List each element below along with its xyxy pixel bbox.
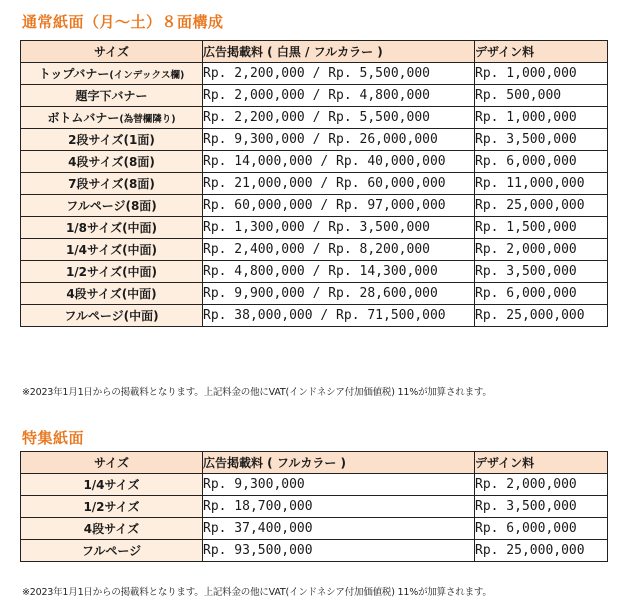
- table-row: [21, 305, 608, 327]
- size-label: 1/4サイズ: [83, 478, 140, 492]
- size-cell: [21, 305, 203, 327]
- ad-fee-cell: Rp. 93,500,000: [203, 540, 475, 562]
- header-ad-fee: 広告掲載料 ( 白黒 / フルカラー ): [203, 41, 475, 63]
- size-label: 題字下バナー: [75, 89, 148, 103]
- ad-fee-cell: Rp. 9,300,000 / Rp. 26,000,000: [203, 129, 475, 151]
- design-fee-cell: Rp. 25,000,000: [475, 540, 608, 562]
- table-row: [21, 85, 608, 107]
- table-row: [21, 151, 608, 173]
- size-label: トップバナー: [38, 67, 110, 81]
- size-label: 1/8サイズ(中面): [65, 221, 158, 235]
- header-design-fee: デザイン料: [475, 41, 608, 63]
- table-row: [21, 540, 608, 562]
- table-header-row: [21, 452, 608, 474]
- table-row: [21, 195, 608, 217]
- design-fee-cell: Rp. 11,000,000: [475, 173, 608, 195]
- size-cell: [21, 283, 203, 305]
- design-fee-cell: Rp. 25,000,000: [475, 305, 608, 327]
- size-label: フルページ(中面): [64, 309, 159, 323]
- size-label: 1/2サイズ: [83, 500, 140, 514]
- design-fee-cell: Rp. 500,000: [475, 85, 608, 107]
- ad-fee-cell: Rp. 18,700,000: [203, 496, 475, 518]
- size-label: 1/2サイズ(中面): [65, 265, 158, 279]
- design-fee-cell: Rp. 1,000,000: [475, 107, 608, 129]
- special-table-body: [21, 474, 608, 562]
- size-label: 4段サイズ(中面): [66, 287, 157, 301]
- special-rate-table: [20, 451, 608, 562]
- regular-table-body: [21, 63, 608, 327]
- ad-fee-cell: Rp. 37,400,000: [203, 518, 475, 540]
- table-row: [21, 63, 608, 85]
- size-cell: [21, 540, 203, 562]
- table-row: [21, 496, 608, 518]
- header-ad-fee: 広告掲載料 ( フルカラー ): [203, 452, 475, 474]
- size-label-note: (為替欄隣り): [119, 114, 176, 125]
- size-label: フルページ: [81, 544, 142, 558]
- design-fee-cell: Rp. 2,000,000: [475, 474, 608, 496]
- ad-fee-cell: Rp. 4,800,000 / Rp. 14,300,000: [203, 261, 475, 283]
- special-section-title: 特集紙面: [22, 429, 85, 447]
- size-cell: [21, 173, 203, 195]
- table-row: [21, 173, 608, 195]
- size-cell: [21, 151, 203, 173]
- header-design-fee: デザイン料: [475, 452, 608, 474]
- design-fee-cell: Rp. 1,500,000: [475, 217, 608, 239]
- size-cell: [21, 129, 203, 151]
- regular-section-title: 通常紙面（月〜土）８面構成: [22, 13, 224, 31]
- size-cell: [21, 195, 203, 217]
- size-cell: [21, 85, 203, 107]
- ad-fee-cell: Rp. 14,000,000 / Rp. 40,000,000: [203, 151, 475, 173]
- ad-fee-cell: Rp. 2,400,000 / Rp. 8,200,000: [203, 239, 475, 261]
- ad-fee-cell: Rp. 1,300,000 / Rp. 3,500,000: [203, 217, 475, 239]
- ad-fee-cell: Rp. 2,200,000 / Rp. 5,500,000: [203, 107, 475, 129]
- ad-fee-cell: Rp. 38,000,000 / Rp. 71,500,000: [203, 305, 475, 327]
- ad-fee-cell: Rp. 2,000,000 / Rp. 4,800,000: [203, 85, 475, 107]
- size-cell: [21, 107, 203, 129]
- regular-rate-table: [20, 40, 608, 327]
- size-cell: [21, 217, 203, 239]
- size-cell: [21, 63, 203, 85]
- size-label: ボトムバナー: [47, 111, 120, 125]
- ad-fee-cell: Rp. 60,000,000 / Rp. 97,000,000: [203, 195, 475, 217]
- size-label-note: (インデックス欄): [109, 70, 185, 81]
- table-row: [21, 217, 608, 239]
- size-label: 4段サイズ(8面): [68, 155, 155, 169]
- design-fee-cell: Rp. 3,500,000: [475, 129, 608, 151]
- table-header-row: [21, 41, 608, 63]
- design-fee-cell: Rp. 2,000,000: [475, 239, 608, 261]
- table-row: [21, 129, 608, 151]
- ad-fee-cell: Rp. 21,000,000 / Rp. 60,000,000: [203, 173, 475, 195]
- size-cell: [21, 261, 203, 283]
- table-row: [21, 107, 608, 129]
- size-cell: [21, 239, 203, 261]
- design-fee-cell: Rp. 6,000,000: [475, 151, 608, 173]
- design-fee-cell: Rp. 25,000,000: [475, 195, 608, 217]
- header-size: サイズ: [21, 41, 203, 63]
- size-cell: [21, 474, 203, 496]
- size-cell: [21, 518, 203, 540]
- table-row: [21, 239, 608, 261]
- design-fee-cell: Rp. 6,000,000: [475, 518, 608, 540]
- design-fee-cell: Rp. 3,500,000: [475, 261, 608, 283]
- ad-fee-cell: Rp. 2,200,000 / Rp. 5,500,000: [203, 63, 475, 85]
- design-fee-cell: Rp. 1,000,000: [475, 63, 608, 85]
- size-cell: [21, 496, 203, 518]
- table-row: [21, 261, 608, 283]
- table-row: [21, 518, 608, 540]
- regular-note: ※2023年1月1日からの掲載料となります。上記料金の他にVAT(インドネシア付加価値税) 11%が加算されます。: [22, 387, 492, 398]
- ad-fee-cell: Rp. 9,900,000 / Rp. 28,600,000: [203, 283, 475, 305]
- size-label: 2段サイズ(1面): [68, 133, 155, 147]
- table-row: [21, 474, 608, 496]
- size-label: 4段サイズ: [83, 522, 140, 536]
- ad-fee-cell: Rp. 9,300,000: [203, 474, 475, 496]
- header-size: サイズ: [21, 452, 203, 474]
- design-fee-cell: Rp. 6,000,000: [475, 283, 608, 305]
- design-fee-cell: Rp. 3,500,000: [475, 496, 608, 518]
- table-row: [21, 283, 608, 305]
- size-label: フルページ(8面): [66, 199, 157, 213]
- special-note: ※2023年1月1日からの掲載料となります。上記料金の他にVAT(インドネシア付加価値税) 11%が加算されます。: [22, 587, 492, 598]
- size-label: 7段サイズ(8面): [68, 177, 155, 191]
- size-label: 1/4サイズ(中面): [65, 243, 158, 257]
